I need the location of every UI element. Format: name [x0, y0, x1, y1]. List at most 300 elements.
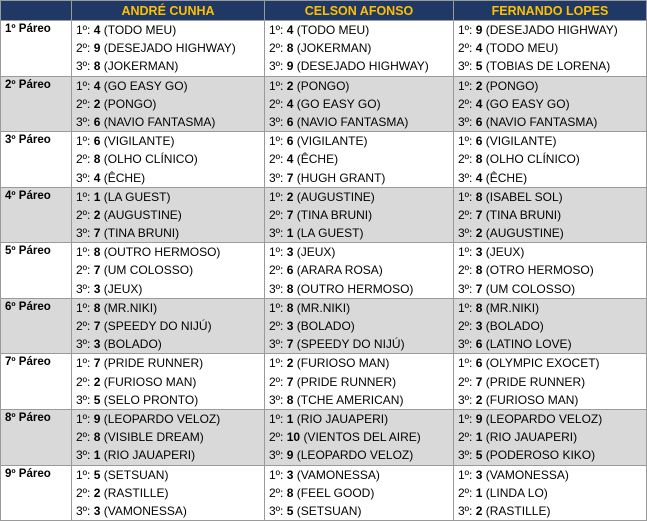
- pick-horse-name: (SETSUAN): [103, 467, 169, 482]
- race-row: [1, 243, 647, 299]
- pick-horse-name: (ÊCHE): [296, 152, 339, 167]
- pick-horse-name: (NAVIO FANTASMA): [485, 114, 598, 129]
- race-row: [1, 465, 647, 521]
- pick-position: 1º:: [458, 411, 473, 426]
- pick-horse-name: (GO EASY GO): [103, 78, 188, 93]
- pick-horse-name: (JEUX): [103, 281, 143, 296]
- pick-position: 1º:: [76, 189, 91, 204]
- race-label: 4º Páreo: [1, 187, 72, 243]
- pick-line: [76, 446, 264, 464]
- pick-line: [269, 188, 453, 206]
- pick-horse-name: (RIO JAUAPERI): [103, 448, 196, 463]
- pick-position: 1º:: [458, 189, 473, 204]
- analyst-header-celson-afonso: CELSON AFONSO: [265, 1, 454, 21]
- pick-number: 2: [93, 485, 101, 500]
- race-label: 3º Páreo: [1, 132, 72, 188]
- pick-line: [269, 113, 453, 131]
- pick-line: [458, 428, 646, 446]
- corner-cell: [1, 1, 72, 21]
- pick-position: 2º:: [269, 485, 284, 500]
- pick-horse-name: (VISIBLE DREAM): [103, 430, 204, 445]
- pick-position: 3º:: [76, 392, 91, 407]
- pick-line: [458, 188, 646, 206]
- pick-horse-name: (GO EASY GO): [485, 96, 570, 111]
- pick-number: 7: [93, 263, 101, 278]
- picks-cell-fernando-lopes: [454, 76, 647, 132]
- pick-horse-name: (VIGILANTE): [296, 134, 368, 149]
- pick-number: 6: [475, 114, 483, 129]
- pick-line: [76, 188, 264, 206]
- pick-number: 5: [286, 503, 294, 518]
- pick-number: 8: [286, 281, 294, 296]
- pick-number: 2: [475, 392, 483, 407]
- pick-horse-name: (OLYMPIC EXOCET): [485, 356, 600, 371]
- race-row: [1, 298, 647, 354]
- pick-position: 3º:: [458, 337, 473, 352]
- pick-horse-name: (ISABEL SOL): [485, 189, 563, 204]
- pick-position: 1º:: [458, 356, 473, 371]
- pick-horse-name: (GO EASY GO): [296, 96, 381, 111]
- pick-horse-name: (FEEL GOOD): [296, 485, 375, 500]
- pick-horse-name: (AUGUSTINE): [103, 207, 182, 222]
- pick-number: 2: [286, 78, 294, 93]
- pick-horse-name: (LEOPARDO VELOZ): [296, 448, 414, 463]
- pick-line: [76, 466, 264, 484]
- pick-number: 8: [286, 41, 294, 56]
- pick-horse-name: (SPEEDY DO NIJÚ): [103, 319, 212, 333]
- pick-position: 1º:: [458, 23, 473, 37]
- pick-number: 2: [475, 78, 483, 93]
- picks-cell-celson-afonso: [265, 354, 454, 410]
- pick-line: [76, 57, 264, 75]
- pick-position: 2º:: [458, 319, 473, 333]
- pick-horse-name: (OTRO HERMOSO): [485, 263, 594, 278]
- pick-horse-name: (JEUX): [296, 245, 336, 260]
- pick-number: 9: [93, 411, 101, 426]
- pick-horse-name: (PONGO): [485, 78, 539, 93]
- pick-position: 1º:: [458, 134, 473, 149]
- pick-line: [76, 77, 264, 95]
- picks-cell-fernando-lopes: [454, 465, 647, 521]
- pick-line: [76, 113, 264, 131]
- pick-line: [458, 206, 646, 224]
- pick-horse-name: (TODO MEU): [296, 23, 370, 37]
- pick-number: 5: [93, 392, 101, 407]
- pick-line: [76, 410, 264, 428]
- pick-number: 6: [475, 134, 483, 149]
- pick-position: 2º:: [458, 263, 473, 278]
- pick-horse-name: (HUGH GRANT): [296, 170, 386, 185]
- pick-line: [76, 317, 264, 335]
- pick-horse-name: (TODO MEU): [485, 41, 559, 56]
- pick-line: [269, 169, 453, 187]
- pick-number: 4: [475, 170, 483, 185]
- pick-line: [269, 466, 453, 484]
- pick-number: 4: [475, 41, 483, 56]
- pick-position: 1º:: [269, 78, 284, 93]
- pick-number: 2: [93, 207, 101, 222]
- picks-cell-andre-cunha: [72, 187, 265, 243]
- picks-cell-fernando-lopes: [454, 243, 647, 299]
- pick-horse-name: (JOKERMAN): [103, 59, 179, 74]
- pick-position: 1º:: [76, 411, 91, 426]
- pick-number: 8: [286, 485, 294, 500]
- pick-position: 2º:: [269, 207, 284, 222]
- pick-horse-name: (DESEJADO HIGHWAY): [103, 41, 236, 56]
- picks-cell-andre-cunha: [72, 465, 265, 521]
- race-row: [1, 76, 647, 132]
- pick-horse-name: (VAMONESSA): [296, 467, 380, 482]
- pick-position: 3º:: [76, 448, 91, 463]
- pick-number: 6: [286, 134, 294, 149]
- pick-number: 10: [286, 430, 301, 445]
- pick-position: 2º:: [269, 41, 284, 56]
- pick-line: [269, 261, 453, 279]
- pick-horse-name: (RASTILLE): [103, 485, 169, 500]
- pick-horse-name: (TINA BRUNI): [485, 207, 562, 222]
- pick-horse-name: (PONGO): [296, 78, 350, 93]
- pick-line: [76, 391, 264, 409]
- pick-horse-name: (FURIOSO MAN): [103, 374, 197, 389]
- pick-position: 2º:: [76, 152, 91, 167]
- pick-line: [269, 21, 453, 39]
- pick-horse-name: (UM COLOSSO): [103, 263, 194, 278]
- picks-cell-celson-afonso: [265, 76, 454, 132]
- pick-number: 1: [475, 430, 483, 445]
- picks-cell-fernando-lopes: [454, 187, 647, 243]
- pick-number: 4: [93, 170, 101, 185]
- pick-horse-name: (BOLADO): [296, 319, 355, 333]
- pick-position: 2º:: [269, 263, 284, 278]
- pick-position: 2º:: [76, 263, 91, 278]
- pick-position: 1º:: [76, 134, 91, 149]
- pick-number: 3: [93, 503, 101, 518]
- pick-line: [458, 391, 646, 409]
- pick-position: 3º:: [269, 114, 284, 129]
- pick-position: 1º:: [458, 245, 473, 260]
- pick-position: 3º:: [458, 392, 473, 407]
- pick-number: 3: [475, 319, 483, 333]
- picks-cell-celson-afonso: [265, 409, 454, 465]
- pick-number: 8: [286, 392, 294, 407]
- pick-number: 4: [93, 23, 101, 37]
- pick-horse-name: (ÊCHE): [485, 170, 528, 185]
- race-row: [1, 187, 647, 243]
- pick-position: 2º:: [269, 152, 284, 167]
- pick-number: 2: [475, 226, 483, 241]
- pick-horse-name: (MR.NIKI): [485, 300, 540, 315]
- pick-number: 7: [286, 337, 294, 352]
- pick-position: 2º:: [76, 96, 91, 111]
- pick-number: 8: [475, 263, 483, 278]
- race-rows: [1, 21, 647, 521]
- pick-horse-name: (RASTILLE): [485, 503, 551, 518]
- picks-cell-fernando-lopes: [454, 298, 647, 354]
- pick-line: [76, 150, 264, 168]
- pick-line: [269, 446, 453, 464]
- pick-line: [269, 243, 453, 261]
- pick-horse-name: (JOKERMAN): [296, 41, 372, 56]
- pick-horse-name: (DESEJADO HIGHWAY): [485, 23, 618, 37]
- pick-number: 1: [286, 226, 294, 241]
- race-label: 7º Páreo: [1, 354, 72, 410]
- pick-line: [76, 224, 264, 242]
- pick-number: 1: [93, 189, 101, 204]
- pick-horse-name: (FURIOSO MAN): [485, 392, 579, 407]
- pick-line: [458, 224, 646, 242]
- pick-horse-name: (TINA BRUNI): [296, 207, 373, 222]
- pick-line: [76, 21, 264, 39]
- pick-number: 8: [93, 152, 101, 167]
- pick-horse-name: (BOLADO): [485, 319, 544, 333]
- pick-position: 2º:: [458, 96, 473, 111]
- pick-position: 2º:: [269, 374, 284, 389]
- pick-number: 8: [475, 189, 483, 204]
- pick-number: 4: [93, 78, 101, 93]
- picks-cell-celson-afonso: [265, 132, 454, 188]
- pick-number: 3: [286, 319, 294, 333]
- pick-number: 8: [93, 300, 101, 315]
- pick-line: [269, 317, 453, 335]
- pick-position: 2º:: [76, 41, 91, 56]
- pick-position: 3º:: [458, 281, 473, 296]
- picks-cell-fernando-lopes: [454, 132, 647, 188]
- pick-line: [458, 410, 646, 428]
- pick-horse-name: (NAVIO FANTASMA): [296, 114, 409, 129]
- pick-line: [269, 428, 453, 446]
- pick-line: [269, 391, 453, 409]
- pick-number: 5: [475, 448, 483, 463]
- pick-line: [458, 484, 646, 502]
- pick-horse-name: (PRIDE RUNNER): [485, 374, 586, 389]
- pick-number: 4: [475, 96, 483, 111]
- pick-number: 3: [475, 467, 483, 482]
- pick-line: [458, 150, 646, 168]
- pick-position: 3º:: [269, 503, 284, 518]
- pick-position: 3º:: [76, 503, 91, 518]
- pick-position: 3º:: [76, 337, 91, 352]
- pick-horse-name: (VIGILANTE): [485, 134, 557, 149]
- pick-position: 1º:: [76, 245, 91, 260]
- pick-line: [76, 132, 264, 150]
- pick-number: 9: [286, 448, 294, 463]
- pick-horse-name: (LEOPARDO VELOZ): [103, 411, 221, 426]
- pick-horse-name: (TINA BRUNI): [103, 226, 180, 241]
- pick-position: 3º:: [76, 114, 91, 129]
- pick-position: 3º:: [269, 448, 284, 463]
- pick-horse-name: (LINDA LO): [485, 485, 548, 500]
- pick-horse-name: (LA GUEST): [296, 226, 364, 241]
- pick-line: [76, 484, 264, 502]
- pick-number: 8: [475, 300, 483, 315]
- pick-number: 7: [93, 319, 101, 333]
- pick-horse-name: (VIGILANTE): [103, 134, 175, 149]
- pick-number: 2: [286, 189, 294, 204]
- pick-line: [76, 335, 264, 353]
- pick-position: 1º:: [76, 356, 91, 371]
- pick-number: 7: [286, 170, 294, 185]
- pick-line: [269, 299, 453, 317]
- pick-position: 1º:: [269, 411, 284, 426]
- pick-horse-name: (OLHO CLÍNICO): [103, 152, 198, 167]
- pick-position: 1º:: [269, 189, 284, 204]
- pick-number: 7: [93, 356, 101, 371]
- race-label: 8º Páreo: [1, 409, 72, 465]
- pick-number: 3: [93, 337, 101, 352]
- pick-line: [76, 243, 264, 261]
- pick-horse-name: (BOLADO): [103, 337, 162, 352]
- pick-horse-name: (ÊCHE): [103, 170, 146, 185]
- race-label: 2º Páreo: [1, 76, 72, 132]
- pick-line: [458, 169, 646, 187]
- pick-number: 3: [93, 281, 101, 296]
- pick-number: 8: [93, 430, 101, 445]
- pick-line: [458, 77, 646, 95]
- pick-line: [269, 150, 453, 168]
- race-label: 5º Páreo: [1, 243, 72, 299]
- pick-horse-name: (LEOPARDO VELOZ): [485, 411, 603, 426]
- pick-line: [269, 335, 453, 353]
- picks-cell-andre-cunha: [72, 409, 265, 465]
- pick-position: 1º:: [269, 300, 284, 315]
- pick-horse-name: (AUGUSTINE): [485, 226, 564, 241]
- pick-number: 9: [286, 59, 294, 74]
- pick-line: [76, 206, 264, 224]
- pick-position: 2º:: [458, 152, 473, 167]
- pick-number: 7: [286, 207, 294, 222]
- race-row: [1, 21, 647, 77]
- pick-line: [458, 299, 646, 317]
- pick-horse-name: (OLHO CLÍNICO): [485, 152, 580, 167]
- pick-position: 3º:: [458, 503, 473, 518]
- picks-cell-celson-afonso: [265, 465, 454, 521]
- pick-horse-name: (UM COLOSSO): [485, 281, 576, 296]
- pick-number: 7: [286, 374, 294, 389]
- picks-cell-fernando-lopes: [454, 354, 647, 410]
- pick-line: [76, 354, 264, 372]
- analyst-header-fernando-lopes: FERNANDO LOPES: [454, 1, 647, 21]
- pick-horse-name: (ARARA ROSA): [296, 263, 383, 278]
- pick-line: [76, 428, 264, 446]
- pick-line: [269, 502, 453, 520]
- pick-number: 3: [286, 467, 294, 482]
- pick-line: [269, 39, 453, 57]
- race-label: 6º Páreo: [1, 298, 72, 354]
- pick-line: [76, 169, 264, 187]
- picks-cell-andre-cunha: [72, 76, 265, 132]
- pick-line: [76, 299, 264, 317]
- pick-line: [269, 77, 453, 95]
- pick-horse-name: (TOBIAS DE LORENA): [485, 59, 611, 74]
- pick-number: 8: [475, 152, 483, 167]
- pick-line: [76, 95, 264, 113]
- pick-position: 2º:: [458, 485, 473, 500]
- pick-position: 3º:: [269, 170, 284, 185]
- pick-position: 2º:: [458, 430, 473, 445]
- pick-horse-name: (SELO PRONTO): [103, 392, 199, 407]
- pick-position: 1º:: [269, 23, 284, 37]
- pick-horse-name: (FURIOSO MAN): [296, 356, 390, 371]
- pick-number: 2: [93, 374, 101, 389]
- pick-position: 2º:: [269, 319, 284, 333]
- pick-number: 2: [93, 96, 101, 111]
- pick-line: [76, 261, 264, 279]
- pick-line: [269, 373, 453, 391]
- pick-line: [269, 354, 453, 372]
- picks-cell-celson-afonso: [265, 21, 454, 77]
- pick-horse-name: (VAMONESSA): [103, 503, 187, 518]
- pick-line: [458, 39, 646, 57]
- header-row: [1, 1, 647, 21]
- pick-line: [269, 95, 453, 113]
- analyst-header-andre-cunha: ANDRÉ CUNHA: [72, 1, 265, 21]
- pick-position: 2º:: [76, 374, 91, 389]
- pick-line: [458, 446, 646, 464]
- pick-line: [458, 280, 646, 298]
- pick-line: [458, 261, 646, 279]
- pick-line: [458, 373, 646, 391]
- pick-horse-name: (PODEROSO KIKO): [485, 448, 596, 463]
- picks-cell-celson-afonso: [265, 187, 454, 243]
- picks-cell-andre-cunha: [72, 354, 265, 410]
- race-row: [1, 354, 647, 410]
- pick-position: 1º:: [76, 78, 91, 93]
- pick-horse-name: (MR.NIKI): [103, 300, 158, 315]
- pick-line: [269, 280, 453, 298]
- pick-position: 1º:: [458, 78, 473, 93]
- pick-number: 9: [93, 41, 101, 56]
- pick-position: 3º:: [76, 281, 91, 296]
- pick-line: [458, 354, 646, 372]
- pick-line: [269, 57, 453, 75]
- race-row: [1, 409, 647, 465]
- pick-position: 1º:: [76, 300, 91, 315]
- pick-number: 5: [475, 59, 483, 74]
- pick-horse-name: (PRIDE RUNNER): [296, 374, 397, 389]
- pick-number: 9: [475, 411, 483, 426]
- pick-number: 6: [286, 114, 294, 129]
- pick-position: 3º:: [458, 59, 473, 74]
- pick-position: 2º:: [458, 41, 473, 56]
- pick-number: 1: [286, 411, 294, 426]
- pick-line: [458, 21, 646, 39]
- pick-position: 3º:: [76, 226, 91, 241]
- pick-number: 7: [475, 374, 483, 389]
- pick-line: [76, 373, 264, 391]
- pick-number: 6: [286, 263, 294, 278]
- pick-position: 2º:: [269, 430, 284, 445]
- pick-horse-name: (MR.NIKI): [296, 300, 351, 315]
- picks-cell-andre-cunha: [72, 298, 265, 354]
- pick-position: 3º:: [458, 170, 473, 185]
- pick-number: 7: [475, 281, 483, 296]
- pick-position: 3º:: [458, 448, 473, 463]
- race-row: [1, 132, 647, 188]
- pick-position: 2º:: [76, 319, 91, 333]
- pick-position: 1º:: [76, 23, 91, 37]
- pick-position: 1º:: [269, 467, 284, 482]
- pick-position: 1º:: [458, 467, 473, 482]
- pick-line: [458, 317, 646, 335]
- pick-line: [76, 39, 264, 57]
- pick-position: 3º:: [269, 392, 284, 407]
- pick-number: 3: [286, 245, 294, 260]
- race-label: 9º Páreo: [1, 465, 72, 521]
- picks-cell-celson-afonso: [265, 298, 454, 354]
- pick-number: 8: [93, 59, 101, 74]
- picks-cell-fernando-lopes: [454, 21, 647, 77]
- pick-horse-name: (PRIDE RUNNER): [103, 356, 204, 371]
